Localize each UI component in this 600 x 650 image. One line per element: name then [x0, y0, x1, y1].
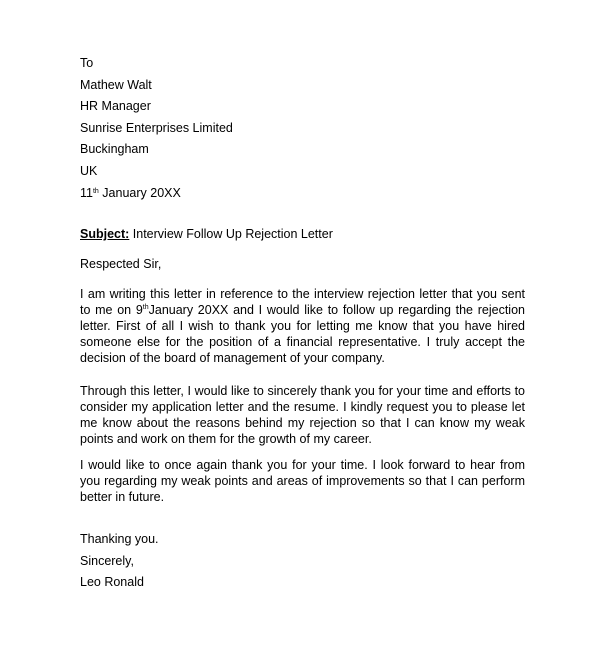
paragraph-1-date-suffix: th [142, 304, 149, 312]
to-label: To [80, 56, 94, 70]
date-month-year: January 20XX [98, 185, 181, 200]
body-paragraph-2: Through this letter, I would like to sincerely thank you for your time and efforts to consider my application letter and the resume. I kindly request you to please let me know about the reasons behind my rejection so that I can know my weak points and work on them for the growth of my career. [80, 384, 525, 447]
body-paragraph-3: I would like to once again thank you for your time. I look forward to hear from you regarding my weak points and areas of improvements so that I can perform better in future. [80, 458, 525, 505]
recipient-block [80, 53, 525, 204]
subject-label: Subject: [80, 227, 130, 242]
salutation: Respected Sir, [80, 257, 162, 272]
paragraph-1-end: January 20XX and I would like to follow up regarding the rejection letter. First of all I wish to thank you for letting me know that you have hired someone else for the position of a financial representative. I truly accept the decision of the board of management of your company. [80, 303, 525, 366]
subject-text: Interview Follow Up Rejection Letter [129, 227, 333, 242]
date-day-suffix: th [92, 187, 99, 195]
body-paragraph-1 [80, 286, 525, 366]
closing-signoff: Sincerely, [80, 553, 134, 568]
subject-line [80, 225, 525, 243]
sender-name: Leo Ronald [80, 574, 144, 589]
recipient-company: Sunrise Enterprises Limited [80, 120, 233, 135]
date-day: 11 [80, 185, 93, 200]
recipient-name: Mathew Walt [80, 77, 152, 92]
recipient-title: HR Manager [80, 99, 151, 114]
letter-page [80, 53, 525, 593]
paragraph-1-start: I am writing this letter in reference to the interview rejection letter that you sent to me on 9 [80, 287, 525, 318]
closing-block [80, 529, 525, 593]
letter-date [80, 183, 525, 205]
recipient-country: UK [80, 163, 98, 178]
closing-thanks: Thanking you. [80, 532, 159, 547]
recipient-city: Buckingham [80, 142, 149, 157]
